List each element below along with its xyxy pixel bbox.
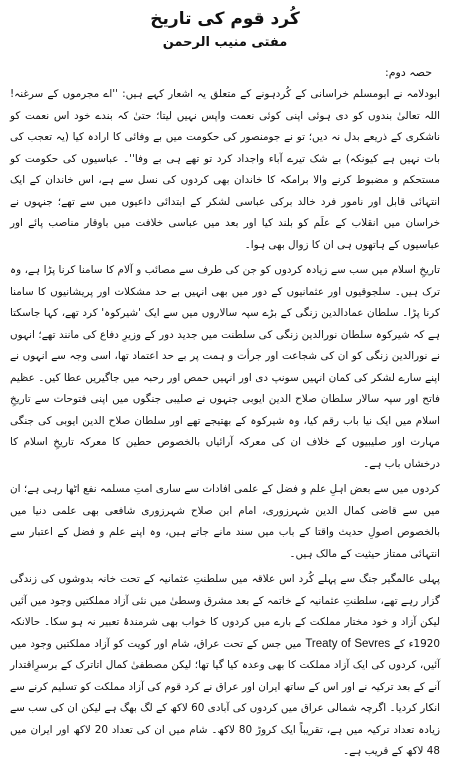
paragraph-4-text-after: میں جس کے تحت عراق، شام اور کویت کو آزاد مملکتیں وجود میں آئیں، کردوں کی ایک آزاد مملکت کا بھی وعدہ کیا گیا تھا؛ لیکن مصطفیٰ کمال اتاترک کے برسرِاقتدار آنے کے بعد ترکیہ نے اور اس کے ساتھ ایران اور عراق نے کرد قوم کی آزاد مملکت کو تسلیم کرنے سے انکار کردیا۔ اگرچہ شمالی عراق میں کردوں کی آبادی 60 لاکھ کے لگ بھگ ہے لیکن ان کی سب سے زیادہ تعداد ترکیہ میں ہے، تقریباً ایک کروڑ 80 لاکھ۔ شام میں ان کی تعداد 20 لاکھ اور ایران میں 48 لاکھ کے قریب ہے۔ bbox=[10, 637, 441, 757]
section-label: حصہ دوم: bbox=[384, 66, 432, 79]
article-author: مفتی منیب الرحمن bbox=[162, 35, 288, 50]
paragraph-1-text: ابودلامہ نے ابومسلم خراسانی کے کُردہونے کے متعلق یہ اشعار کہے ہیں: ''اے مجرموں کے سرغنہ! اللہ تعالیٰ بندوں کو دی ہوئی اپنی کوئی نعمت واپس نہیں لیتا؛ حتیٰ کہ بندے خود اس نعمت کو ناشکری کے ذریعے بدل نہ دیں؛ تو نے جومنصور کی حکومت میں بے وفائی کا ارادہ کیا (یہ تعجب کی بات نہیں ہے کیونکہ) بے شک تیرے آباء واجداد کرد تو تھے ہی بے وفا''۔ عباسیوں کی حکومت کو مستحکم و مضبوط کرنے والا برامکہ کا خاندان بھی کردوں کی نسل سے ہے، اس خاندان کے ایک انتہائی قابل اور نامور فرد خالد برکی عباسی لشکر کے ابتدائی داعیوں میں سے تھے؛ جنہوں نے خراسان میں انقلاب کے علَم کو بلند کیا اور بعد میں عباسی خلافت میں باوقار مناصب پائے اور عباسیوں کے ہاتھوں ہی ان کا زوال بھی ہوا۔ bbox=[10, 88, 440, 251]
paragraph-4-text: پہلی عالمگیر جنگ سے پہلے کُرد اس علاقہ میں سلطنتِ عثمانیہ کے تحت خانہ بدوشوں کی زندگی گزار رہے تھے، سلطنتِ عثمانیہ کے خاتمہ کے بعد مشرق وسطیٰ میں نئی آزاد مملکتیں وجود میں آئیں لیکن آزاد و خود مختار مملکت کے بارے میں کردوں کا خواب بھی شرمندۂ تعبیر نہ ہو سکا۔ حالانکہ 1920ء کے bbox=[10, 573, 440, 650]
paragraph-1 bbox=[10, 84, 440, 256]
treaty-name: Treaty of Sevres bbox=[305, 637, 391, 650]
paragraph-2 bbox=[10, 260, 440, 475]
paragraph-4 bbox=[10, 569, 440, 763]
paragraph-3-text: کردوں میں سے بعض اہلِ علم و فضل کے علمی افادات سے ساری امتِ مسلمہ نفع اٹھا رہی ہے؛ ان میں سے قاضی کمال الدین شہرزوری، امام ابن صلاح شہرزوری شافعی بھی علمی دنیا میں بالخصوص اصولِ حدیث واقتا کے باب میں سند مانے جاتے ہیں، وہ اپنے علم و فضل کے اعتبار سے انتہائی ممتاز حیثیت کے مالک ہیں۔ bbox=[10, 483, 440, 560]
paragraph-3 bbox=[10, 479, 440, 565]
article-title: کُرد قوم کی تاریخ bbox=[150, 9, 300, 29]
paragraph-2-text: تاریخِ اسلام میں سب سے زیادہ کردوں کو جن کی طرف سے مصائب و آلام کا سامنا کرنا پڑا ہے، وہ ترک ہیں۔ سلجوقیوں اور عثمانیوں کے دور میں بھی انہیں بے حد مشکلات اور پریشانیوں کا سامنا کرنا پڑا۔ سلطان عمادالدین زنگی کے بڑے سپہ سالاروں میں سے ایک 'شیرکوہ' کرد تھے، کہا جاسکتا ہے کہ شیرکوہ سلطان نورالدین زنگی کی سلطنت میں جدید دور کے وزیرِ دفاع کی مانند تھے؛ انہوں نے نورالدین زنگی کو ان کی شجاعت اور جرأت و ہمت پر بے حد اعتماد تھا، اسی وجہ سے انہوں نے اپنے سارے لشکر کی کمان انہیں سونپ دی اور انہیں حمص اور رحبہ میں جاگیریں عطا کیں۔ عظیم فاتح اور سپہ سالار سلطان صلاح الدین ایوبی جنہوں نے صلیبی جنگوں میں اپنی فتوحات سے تاریخِ اسلام میں ایک نیا باب رقم کیا، وہ شیرکوہ کے بھتیجے تھے اور سلطان صلاح الدین ایوبی کی جنگی مہارت اور صلیبیوں کے خلاف ان کی معرکہ آرائیاں بالخصوص حطین کا معرکہ تاریخِ اسلام کا درخشاں باب ہے۔ bbox=[10, 264, 440, 470]
